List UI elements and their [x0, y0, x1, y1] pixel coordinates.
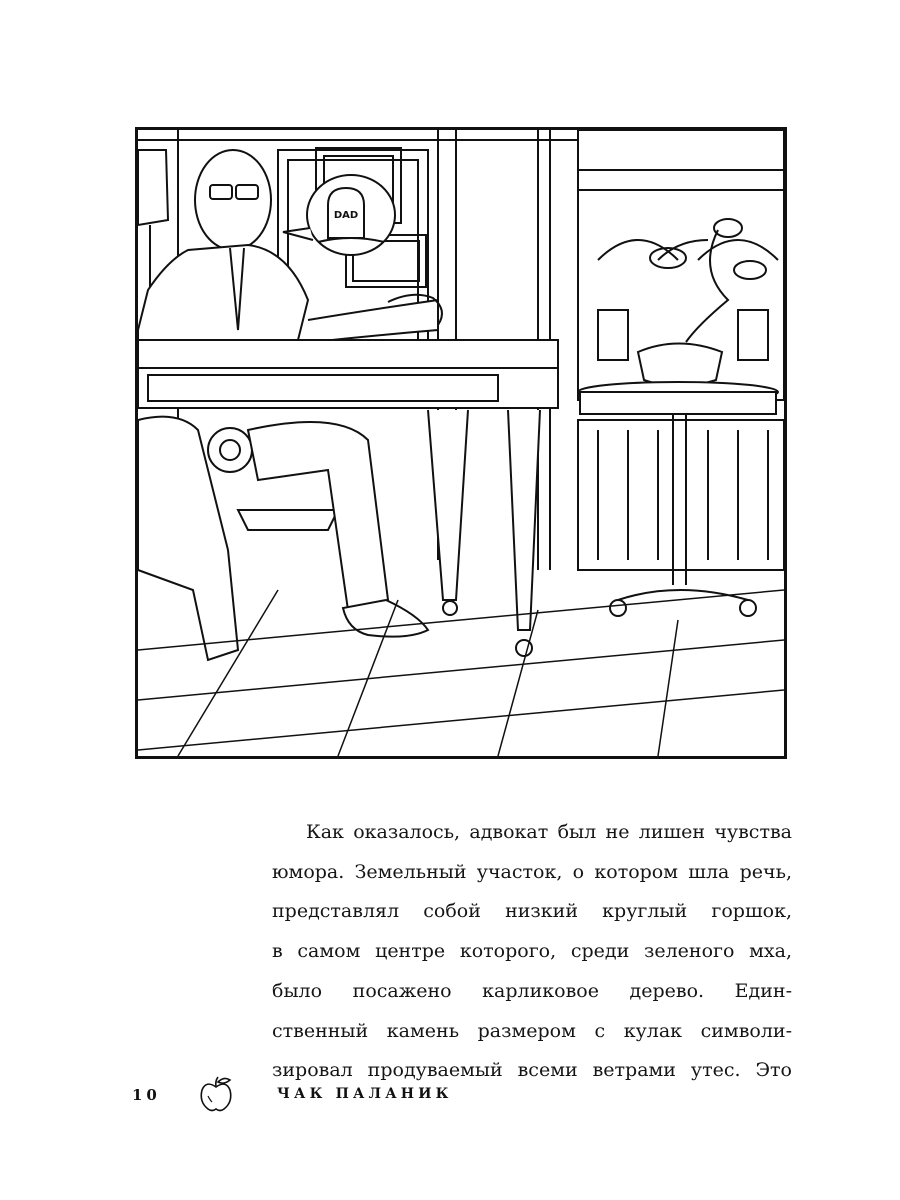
text-line: ственный камень размером с кулак символи- — [272, 1019, 792, 1042]
illustration-panel — [135, 127, 787, 759]
page-footer — [130, 1078, 790, 1114]
radiator — [578, 420, 784, 570]
body-text — [272, 813, 792, 1091]
page-number: 10 — [132, 1086, 161, 1104]
lawyer-figure — [138, 150, 442, 342]
speech-bubble — [283, 175, 395, 255]
text-line: в самом центре которого, среди зеленого мха, — [272, 940, 792, 963]
side-table — [578, 382, 778, 616]
text-line: зировал продуваемый всеми ветрами утес. Это — [272, 1059, 792, 1082]
text-line: представлял собой низкий круглый горшок, — [272, 900, 792, 923]
text-line: Как оказалось, адвокат был не лишен чувства — [306, 821, 792, 843]
text-line: было посажено карликовое дерево. Един- — [272, 979, 792, 1002]
lawyer-office-drawing — [138, 130, 784, 756]
running-head: ЧАК ПАЛАНИК — [277, 1086, 453, 1102]
text-line: юмора. Земельный участок, о котором шла речь, — [272, 860, 792, 883]
tombstone-label: DAD — [333, 210, 359, 221]
apple-icon — [198, 1074, 234, 1114]
